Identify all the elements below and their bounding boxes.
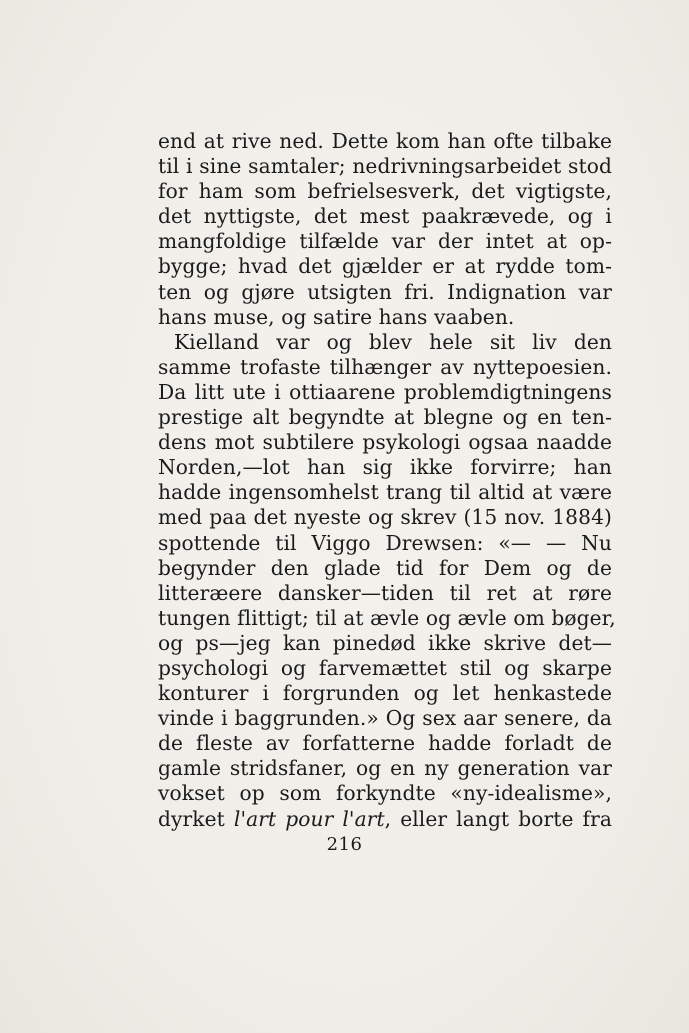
text-line: ten og gjøre utsigten fri. Indignation var (158, 279, 612, 304)
paragraph-start-line: Kielland var og blev hele sit liv den (174, 329, 612, 354)
text-line: Da litt ute i ottiaarene problemdigtningens (158, 379, 612, 404)
text-line: samme trofaste tilhænger av nyttepoesien. (158, 354, 612, 379)
text-line: gamle stridsfaner, og en ny generation var (158, 756, 612, 781)
page-number: 216 (326, 834, 363, 855)
text-segment: dyrket (158, 806, 234, 831)
text-line: med paa det nyeste og skrev (15 nov. 1884) (158, 505, 612, 530)
text-line: hans muse, og satire hans vaaben. (158, 304, 515, 329)
text-line-with-italic (158, 807, 612, 832)
text-line: hadde ingensomhelst trang til altid at være (158, 480, 612, 505)
text-line: prestige alt begyndte at blegne og en ten- (158, 405, 612, 430)
text-line: bygge; hvad det gjælder er at rydde tom- (158, 254, 612, 279)
text-line: psychologi og farvemættet stil og skarpe (158, 655, 612, 680)
italic-phrase: l'art pour l'art (233, 806, 385, 831)
text-line: det nyttigste, det mest paakrævede, og i (158, 204, 612, 229)
text-line: konturer i forgrunden og let henkastede (158, 681, 612, 706)
text-line: vokset op som forkyndte «ny-idealisme», (158, 781, 612, 806)
body-text (158, 129, 616, 832)
text-line: mangfoldige tilfælde var der intet at op- (158, 229, 612, 254)
text-line: begynder den glade tid for Dem og de (158, 555, 612, 580)
text-line: litteræere dansker—tiden til ret at røre (158, 580, 612, 605)
text-line: end at rive ned. Dette kom han ofte tilbake (158, 129, 612, 153)
text-line: dens mot subtilere psykologi ogsaa naadde (158, 430, 612, 455)
text-line: tungen flittigt; til at ævle og ævle om bøger, (158, 605, 616, 630)
text-line: spottende til Viggo Drewsen: «— — Nu (158, 530, 612, 555)
text-line: de fleste av forfatterne hadde forladt de (158, 731, 612, 756)
text-line: og ps—jeg kan pinedød ikke skrive det— (158, 630, 612, 655)
text-line: vinde i baggrunden.» Og sex aar senere, da (158, 706, 612, 731)
text-segment: , eller langt borte fra (384, 806, 612, 831)
text-line: til i sine samtaler; nedrivningsarbeidet stod (158, 154, 612, 179)
text-line: Norden,—lot han sig ikke forvirre; han (158, 455, 612, 480)
text-line: for ham som befrielsesverk, det vigtigste, (158, 179, 612, 204)
